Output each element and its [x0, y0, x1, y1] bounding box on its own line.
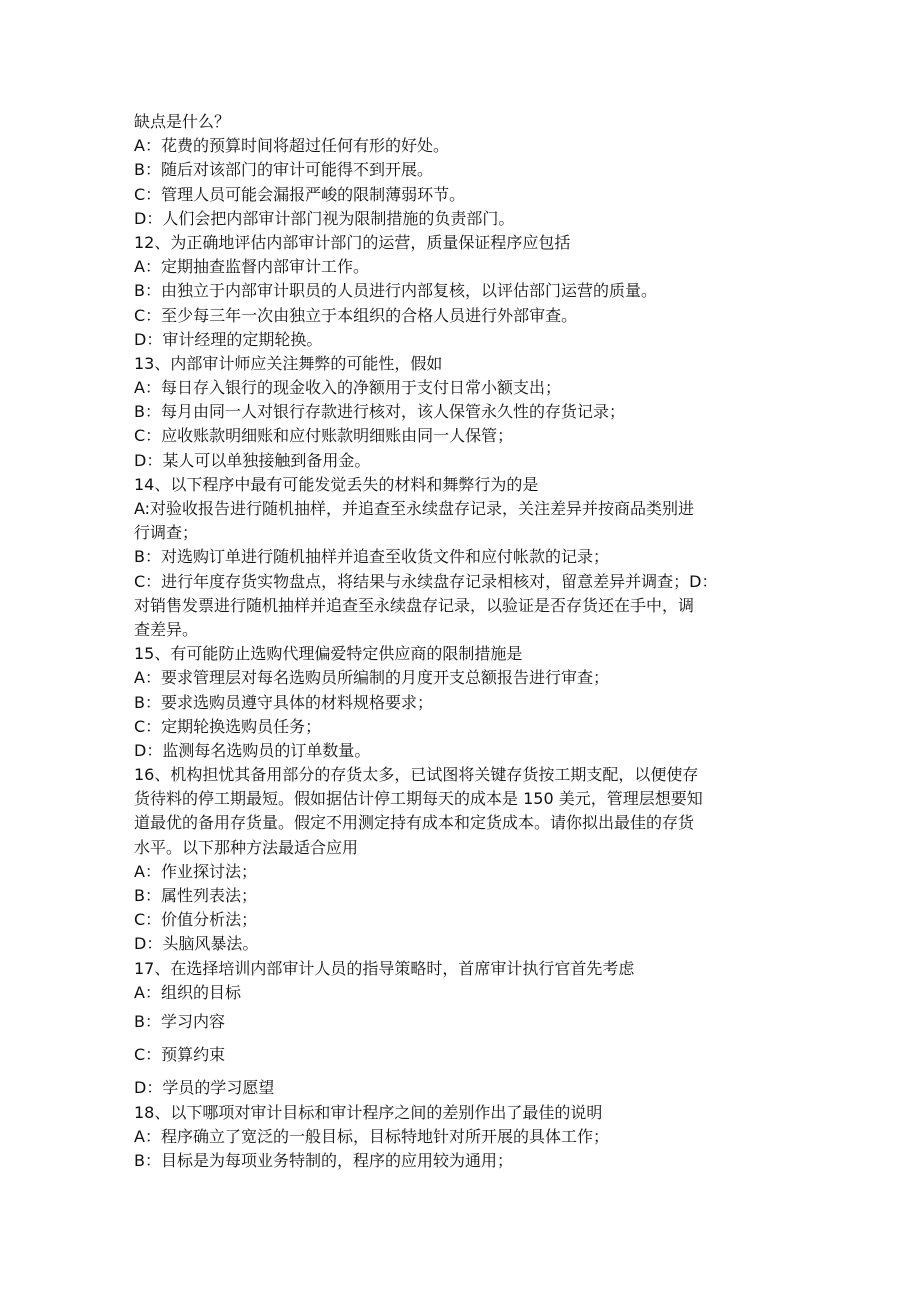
text-line: D：头脑风暴法。 — [134, 934, 259, 954]
text-line: A：每日存入银行的现金收入的净额用于支付日常小额支出； — [134, 378, 561, 398]
text-line: D：监测每名选购员的订单数量。 — [134, 740, 371, 760]
text-line: B：对选购订单进行随机抽样并追查至收货文件和应付帐款的记录； — [134, 547, 609, 567]
text-line: 水平。以下那种方法最适合应用 — [134, 837, 359, 857]
text-line: A：作业探讨法； — [134, 861, 257, 881]
text-line: A：花费的预算时间将超过任何有形的好处。 — [134, 136, 449, 156]
text-line: C：至少每三年一次由独立于本组织的合格人员进行外部审查。 — [134, 305, 578, 325]
text-line: 查差异。 — [134, 619, 199, 639]
text-line: B：学习内容 — [134, 1011, 225, 1031]
text-line: B：目标是为每项业务特制的，程序的应用较为通用； — [134, 1150, 513, 1170]
text-line: C：预算约束 — [134, 1045, 226, 1065]
text-line: 道最优的备用存货量。假定不用测定持有成本和定货成本。请你拟出最佳的存货 — [134, 813, 695, 833]
text-line: B：每月由同一人对银行存款进行核对，该人保管永久性的存货记录； — [134, 402, 625, 422]
text-line: 16、机构担忧其备用部分的存货太多，已试图将关键存货按工期支配，以便使存 — [134, 765, 699, 785]
text-line: A:对验收报告进行随机抽样，并追查至永续盘存记录，关注差异并按商品类别进 — [134, 499, 695, 518]
text-line: C：管理人员可能会漏报严峻的限制薄弱环节。 — [134, 184, 466, 204]
text-line: D：审计经理的定期轮换。 — [134, 329, 323, 349]
text-line: B：随后对该部门的审计可能得不到开展。 — [134, 160, 433, 180]
text-line: 14、以下程序中最有可能发觉丢失的材料和舞弊行为的是 — [134, 474, 539, 494]
text-line: 货待料的停工期最短。假如据估计停工期每天的成本是 150 美元，管理层想要知 — [134, 789, 703, 809]
text-line: C：进行年度存货实物盘点，将结果与永续盘存记录相核对，留意差异并调查；D： — [134, 571, 718, 591]
text-line: A：要求管理层对每名选购员所编制的月度开支总额报告进行审查； — [134, 668, 609, 688]
text-line: A：组织的目标 — [134, 982, 241, 1002]
text-line: B：属性列表法； — [134, 886, 257, 905]
text-line: 18、以下哪项对审计目标和审计程序之间的差别作出了最佳的说明 — [134, 1102, 603, 1122]
text-line: 缺点是什么？ — [134, 112, 231, 131]
text-line: C：定期轮换选购员任务； — [134, 716, 322, 736]
text-line: D：学员的学习愿望 — [134, 1078, 275, 1098]
text-line: 12、为正确地评估内部审计部门的运营，质量保证程序应包括 — [134, 232, 571, 252]
text-line: D：某人可以单独接触到备用金。 — [134, 450, 371, 470]
text-line: A：定期抽查监督内部审计工作。 — [134, 257, 369, 277]
text-line: 行调查； — [134, 523, 199, 543]
text-line: D：人们会把内部审计部门视为限制措施的负责部门。 — [134, 208, 515, 228]
text-line: 13、内部审计师应关注舞弊的可能性，假如 — [134, 353, 443, 373]
text-line: C：应收账款明细账和应付账款明细账由同一人保管； — [134, 426, 514, 446]
text-line: B：由独立于内部审计职员的人员进行内部复核，以评估部门运营的质量。 — [134, 281, 657, 301]
text-line: A：程序确立了宽泛的一般目标，目标特地针对所开展的具体工作； — [134, 1126, 609, 1146]
text-line: 对销售发票进行随机抽样并追查至永续盘存记录，以验证是否存货还在手中，调 — [134, 595, 695, 615]
text-line: 15、有可能防止选购代理偏爱特定供应商的限制措施是 — [134, 644, 523, 664]
text-line: C：价值分析法； — [134, 910, 258, 930]
text-line: B：要求选购员遵守具体的材料规格要求； — [134, 692, 433, 712]
document-page — [134, 110, 788, 1173]
text-line: 17、在选择培训内部审计人员的指导策略时，首席审计执行官首先考虑 — [134, 958, 635, 978]
